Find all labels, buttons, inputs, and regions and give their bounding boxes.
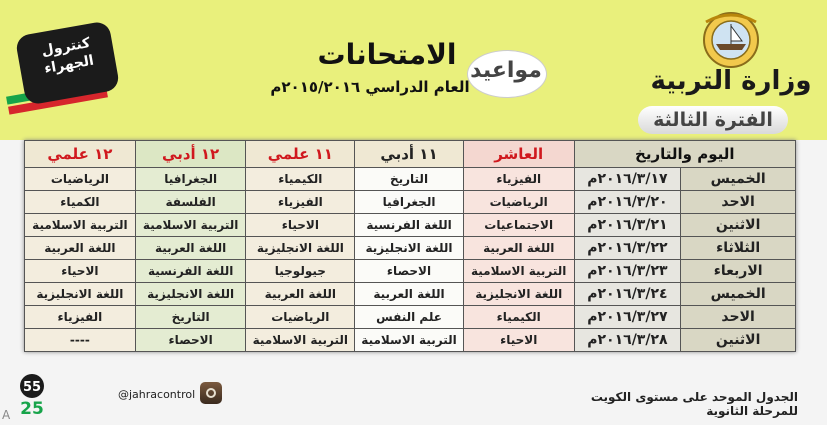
date-cell: ٢٠١٦/٣/٢٠م — [574, 191, 681, 214]
ministry-emblem-icon — [696, 10, 766, 70]
day-cell: الخميس — [681, 168, 796, 191]
academic-year: العام الدراسي ٢٠١٥/٢٠١٦م — [270, 78, 470, 96]
date-cell: ٢٠١٦/٣/١٧م — [574, 168, 681, 191]
day-cell: الاحد — [681, 191, 796, 214]
table-row — [25, 237, 796, 260]
column-header-12-science: ١٢ علمي — [25, 141, 136, 168]
table-row — [25, 168, 796, 191]
anniversary-logo-icon — [12, 372, 52, 418]
day-cell: الاحد — [681, 306, 796, 329]
subject-cell: ---- — [25, 329, 136, 352]
subject-cell: التاريخ — [135, 306, 246, 329]
day-cell: الاثنين — [681, 214, 796, 237]
table-body — [25, 168, 796, 352]
ministry-name: وزارة التربية — [650, 66, 812, 96]
subject-cell: اللغة الانجليزية — [25, 283, 136, 306]
subject-cell: الرياضيات — [25, 168, 136, 191]
subject-cell: اللغة الفرنسية — [355, 214, 464, 237]
day-cell: الاربعاء — [681, 260, 796, 283]
anniversary-sub: 25 — [20, 399, 44, 418]
subject-cell: التربية الاسلامية — [246, 329, 355, 352]
column-header-day-date: اليوم والتاريخ — [574, 141, 795, 168]
column-header-grade10: العاشر — [463, 141, 574, 168]
subject-cell: الاجتماعيات — [463, 214, 574, 237]
subject-cell: التاريخ — [355, 168, 464, 191]
date-cell: ٢٠١٦/٣/٢٨م — [574, 329, 681, 352]
subject-cell: الفيزياء — [463, 168, 574, 191]
term-label: الفترة الثالثة — [638, 106, 788, 134]
subject-cell: الكمياء — [25, 191, 136, 214]
exam-schedule-table — [24, 140, 796, 352]
control-badge-line2: الجهراء — [43, 52, 96, 78]
subject-cell: التربية الاسلامية — [135, 214, 246, 237]
subject-cell: اللغة الانجليزية — [246, 237, 355, 260]
subject-cell: اللغة الانجليزية — [463, 283, 574, 306]
date-cell: ٢٠١٦/٣/٢١م — [574, 214, 681, 237]
subject-cell: الجغرافيا — [355, 191, 464, 214]
table-row — [25, 329, 796, 352]
subject-cell: اللغة العربية — [463, 237, 574, 260]
footer-note: الجدول الموحد على مستوى الكويت للمرحلة الثانوية — [590, 390, 798, 418]
table-row — [25, 214, 796, 237]
subject-cell: التربية الاسلامية — [355, 329, 464, 352]
subtitle: مواعيد — [470, 58, 542, 83]
subject-cell: الفيزياء — [25, 306, 136, 329]
date-cell: ٢٠١٦/٣/٢٤م — [574, 283, 681, 306]
subject-cell: الكيمياء — [246, 168, 355, 191]
subject-cell: الفلسفة — [135, 191, 246, 214]
subject-cell: اللغة العربية — [246, 283, 355, 306]
table-header-row — [25, 141, 796, 168]
subject-cell: علم النفس — [355, 306, 464, 329]
subject-cell: الرياضيات — [463, 191, 574, 214]
subject-cell: الكيمياء — [463, 306, 574, 329]
date-cell: ٢٠١٦/٣/٢٧م — [574, 306, 681, 329]
subject-cell: جيولوجيا — [246, 260, 355, 283]
page-title: الامتحانات — [317, 38, 457, 71]
subject-cell: الاحياء — [463, 329, 574, 352]
subject-cell: الاحياء — [25, 260, 136, 283]
subject-cell: الاحصاء — [355, 260, 464, 283]
anniversary-number: 55 — [22, 380, 42, 395]
column-header-11-science: ١١ علمي — [246, 141, 355, 168]
date-cell: ٢٠١٦/٣/٢٢م — [574, 237, 681, 260]
table-row — [25, 306, 796, 329]
subject-cell: اللغة العربية — [355, 283, 464, 306]
column-header-11-literary: ١١ أدبي — [355, 141, 464, 168]
day-cell: الثلاثاء — [681, 237, 796, 260]
subject-cell: اللغة العربية — [25, 237, 136, 260]
subject-cell: اللغة الفرنسية — [135, 260, 246, 283]
control-badge-line1: كنترول — [40, 34, 92, 60]
subject-cell: الاحياء — [246, 214, 355, 237]
corner-letter: A — [2, 408, 11, 422]
subject-cell: التربية الاسلامية — [463, 260, 574, 283]
day-cell: الاثنين — [681, 329, 796, 352]
subject-cell: اللغة العربية — [135, 237, 246, 260]
subject-cell: اللغة الانجليزية — [135, 283, 246, 306]
table-row — [25, 283, 796, 306]
subject-cell: الرياضيات — [246, 306, 355, 329]
date-cell: ٢٠١٦/٣/٢٣م — [574, 260, 681, 283]
day-cell: الخميس — [681, 283, 796, 306]
subject-cell: الجغرافيا — [135, 168, 246, 191]
instagram-lens — [206, 388, 216, 398]
instagram-handle[interactable]: @jahracontrol — [118, 388, 196, 401]
subject-cell: الفيزياء — [246, 191, 355, 214]
subject-cell: اللغة الانجليزية — [355, 237, 464, 260]
table-row — [25, 191, 796, 214]
table-row — [25, 260, 796, 283]
subject-cell: التربية الاسلامية — [25, 214, 136, 237]
column-header-12-literary: ١٢ أدبي — [135, 141, 246, 168]
subject-cell: الاحصاء — [135, 329, 246, 352]
